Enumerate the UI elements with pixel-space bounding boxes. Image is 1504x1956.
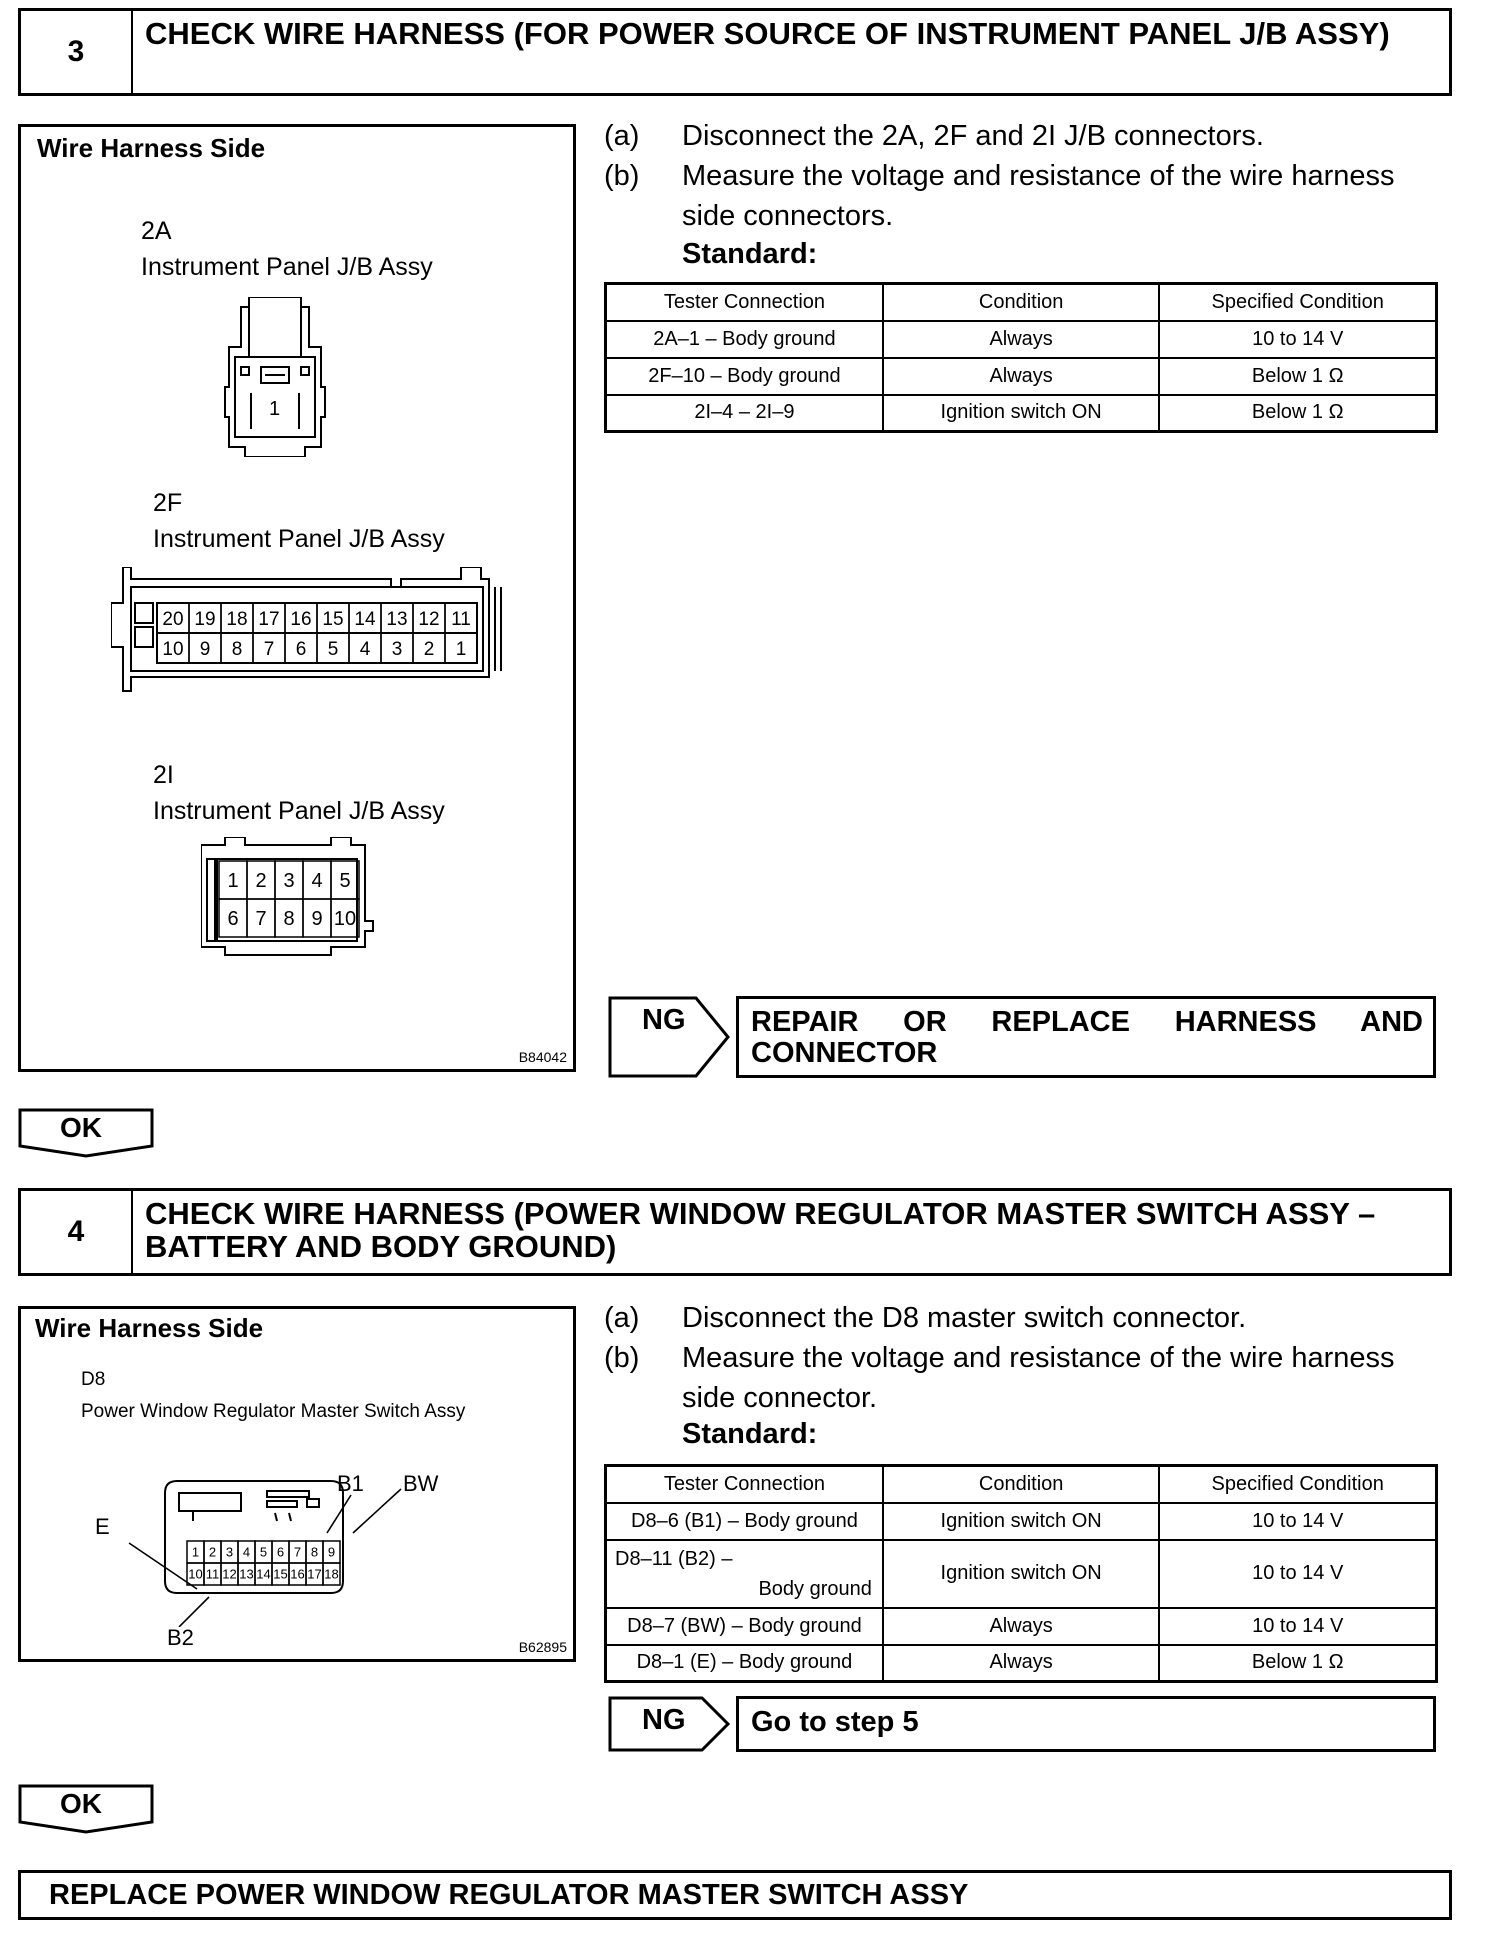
header-specified-condition: Specified Condition — [1159, 1466, 1436, 1503]
header-tester-connection: Tester Connection — [606, 1466, 883, 1503]
instruction-letter: (a) — [604, 120, 640, 152]
callout-b2: B2 — [167, 1625, 194, 1650]
table-row — [606, 1503, 1437, 1540]
callout-line-b2 — [179, 1597, 209, 1627]
pin-label: 5 — [259, 1544, 268, 1560]
table-cell: D8–6 (B1) – Body ground — [606, 1503, 883, 1540]
pins-2i — [219, 861, 359, 937]
instruction-letter: (a) — [604, 1302, 640, 1334]
pin-label: 6 — [276, 1544, 285, 1560]
pin-label: 13 — [386, 608, 408, 630]
ng-label: NG — [642, 1004, 686, 1036]
header-condition: Condition — [883, 1466, 1160, 1503]
pin-label: 10 — [333, 908, 357, 931]
table-cell: 10 to 14 V — [1159, 1608, 1436, 1645]
pin-label: 17 — [307, 1566, 322, 1582]
pin-label: 1 — [191, 1544, 200, 1560]
connector-code-2f: 2F — [153, 489, 183, 517]
pin-label: 4 — [359, 638, 371, 660]
table-cell: Below 1 Ω — [1159, 358, 1436, 395]
pin-label: 9 — [327, 1544, 336, 1560]
pins-2f — [157, 603, 477, 663]
step-title: CHECK WIRE HARNESS (POWER WINDOW REGULATOR MASTER SWITCH ASSY – BATTERY AND BODY GROUND) — [145, 1196, 1376, 1264]
table-cell: 2I–4 – 2I–9 — [606, 395, 883, 432]
pin-label: 9 — [311, 908, 323, 931]
pin-label: 3 — [391, 638, 403, 660]
pin-label: 10 — [162, 638, 184, 660]
instruction-text: Measure the voltage and resistance of the wire harness side connectors. — [682, 160, 1395, 232]
figure-title: Wire Harness Side — [35, 1313, 264, 1343]
pin-label: 12 — [418, 608, 440, 630]
pin-label: 19 — [194, 608, 216, 630]
table-cell: 10 to 14 V — [1159, 321, 1436, 358]
pin-label: 13 — [239, 1566, 254, 1582]
spec-table-step3 — [604, 282, 1438, 433]
ng-action-box — [736, 1696, 1436, 1752]
pins-d8 — [187, 1541, 340, 1585]
pin-label: 11 — [451, 608, 471, 630]
pin-label: 10 — [188, 1566, 203, 1582]
connector-2i-diagram — [201, 837, 401, 967]
pin-label: 18 — [324, 1566, 339, 1582]
pin-label: 9 — [199, 638, 211, 660]
ok-label: OK — [60, 1112, 102, 1143]
instruction-text: Disconnect the D8 master switch connector. — [682, 1302, 1247, 1334]
callout-e: E — [95, 1514, 110, 1539]
connector-name-d8: Power Window Regulator Master Switch Assy — [81, 1401, 466, 1422]
pin-label: 8 — [231, 638, 243, 660]
pin-label: 6 — [295, 638, 307, 660]
ng-action-text: Go to step 5 — [751, 1706, 919, 1738]
pin-label: 7 — [263, 638, 275, 660]
table-row — [606, 395, 1437, 432]
instruction-letter: (b) — [604, 160, 640, 192]
connector-code-2i: 2I — [153, 761, 174, 789]
instruction-b — [604, 1338, 1444, 1418]
connector-figure-step4 — [18, 1306, 576, 1662]
connector-2f-diagram — [111, 567, 511, 707]
pin-label: 14 — [256, 1566, 271, 1582]
cell-line-1: D8–11 (B2) – — [615, 1547, 733, 1570]
cell-line-2: Body ground — [758, 1577, 872, 1600]
connector-2a-diagram — [221, 297, 341, 457]
pin-label: 15 — [273, 1566, 288, 1582]
connector-code-2a: 2A — [141, 217, 172, 245]
pin-label: 16 — [290, 608, 312, 630]
final-action-text: REPLACE POWER WINDOW REGULATOR MASTER SWITCH ASSY — [49, 1879, 969, 1911]
standard-label: Standard: — [682, 238, 818, 270]
connector-name-2f: Instrument Panel J/B Assy — [153, 525, 445, 553]
table-cell: Ignition switch ON — [883, 1503, 1160, 1540]
pin-label: 4 — [242, 1544, 251, 1560]
pin-label: 7 — [255, 908, 267, 931]
table-cell: Always — [883, 1645, 1160, 1682]
ng-action-box — [736, 996, 1436, 1078]
pin-label: 3 — [283, 870, 295, 893]
callout-line-b1 — [327, 1495, 351, 1533]
table-row — [606, 1645, 1437, 1682]
final-action-box — [18, 1870, 1452, 1920]
table-row — [606, 1540, 1437, 1608]
connector-name-2i: Instrument Panel J/B Assy — [153, 797, 445, 825]
instruction-a — [604, 116, 1444, 156]
ng-label: NG — [642, 1704, 686, 1736]
pin-label: 8 — [310, 1544, 319, 1560]
pin-label: 4 — [311, 870, 323, 893]
pin-label: 7 — [293, 1544, 302, 1560]
step-title: CHECK WIRE HARNESS (FOR POWER SOURCE OF INSTRUMENT PANEL J/B ASSY) — [145, 16, 1390, 51]
instruction-a — [604, 1298, 1444, 1338]
ng-action-text: REPAIR OR REPLACE HARNESS AND CONNECTOR — [751, 1006, 1423, 1069]
step-number: 3 — [21, 11, 133, 93]
instruction-text: Disconnect the 2A, 2F and 2I J/B connectors. — [682, 120, 1264, 152]
spec-table-step4 — [604, 1464, 1438, 1683]
header-specified-condition: Specified Condition — [1159, 284, 1436, 321]
connector-code-d8: D8 — [81, 1369, 106, 1390]
connector-d8-diagram — [81, 1427, 461, 1627]
figure-id: B84042 — [518, 1049, 567, 1065]
pin-label: 2 — [208, 1544, 217, 1560]
table-cell: Always — [883, 1608, 1160, 1645]
pin-label: 5 — [339, 870, 351, 893]
pin-label: 20 — [162, 608, 184, 630]
header-condition: Condition — [883, 284, 1160, 321]
table-cell: D8–7 (BW) – Body ground — [606, 1608, 883, 1645]
callout-bw: BW — [403, 1471, 439, 1496]
pin-label: 11 — [205, 1566, 220, 1582]
table-row — [606, 358, 1437, 395]
step-4-header — [18, 1188, 1452, 1276]
pin-label: 16 — [290, 1566, 305, 1582]
table-cell: 2A–1 – Body ground — [606, 321, 883, 358]
header-tester-connection: Tester Connection — [606, 284, 883, 321]
pin-label: 12 — [222, 1566, 237, 1582]
table-cell: Ignition switch ON — [883, 1540, 1160, 1608]
callout-b1: B1 — [337, 1471, 364, 1496]
table-cell: Below 1 Ω — [1159, 1645, 1436, 1682]
instruction-letter: (b) — [604, 1342, 640, 1374]
pin-label: 2 — [255, 870, 267, 893]
instruction-b — [604, 156, 1444, 236]
pin-label: 2 — [423, 638, 435, 660]
figure-title: Wire Harness Side — [37, 133, 266, 163]
step-number: 4 — [21, 1191, 133, 1273]
pin-label: 1 — [227, 870, 239, 893]
table-cell: 2F–10 – Body ground — [606, 358, 883, 395]
connector-name-2a: Instrument Panel J/B Assy — [141, 253, 433, 281]
table-row — [606, 1608, 1437, 1645]
pin-label: 8 — [283, 908, 295, 931]
table-row — [606, 321, 1437, 358]
pin-label: 1 — [269, 398, 281, 420]
pin-label: 17 — [258, 608, 280, 630]
pin-label: 14 — [354, 608, 376, 630]
ok-label: OK — [60, 1788, 102, 1819]
connector-figure-step3 — [18, 124, 576, 1072]
standard-label: Standard: — [682, 1418, 818, 1450]
pin-label: 5 — [327, 638, 339, 660]
pin-label: 18 — [226, 608, 248, 630]
pin-label: 3 — [225, 1544, 234, 1560]
table-cell: Below 1 Ω — [1159, 395, 1436, 432]
table-cell: D8–1 (E) – Body ground — [606, 1645, 883, 1682]
table-cell: Always — [883, 358, 1160, 395]
table-cell-two-line — [606, 1540, 883, 1608]
step-3-header — [18, 8, 1452, 96]
instruction-text: Measure the voltage and resistance of the wire harness side connector. — [682, 1342, 1395, 1414]
pin-label: 1 — [455, 638, 467, 660]
table-cell: Ignition switch ON — [883, 395, 1160, 432]
table-cell: 10 to 14 V — [1159, 1503, 1436, 1540]
figure-id: B62895 — [518, 1639, 567, 1655]
pin-label: 15 — [322, 608, 344, 630]
pin-label: 6 — [227, 908, 239, 931]
table-cell: 10 to 14 V — [1159, 1540, 1436, 1608]
table-cell: Always — [883, 321, 1160, 358]
